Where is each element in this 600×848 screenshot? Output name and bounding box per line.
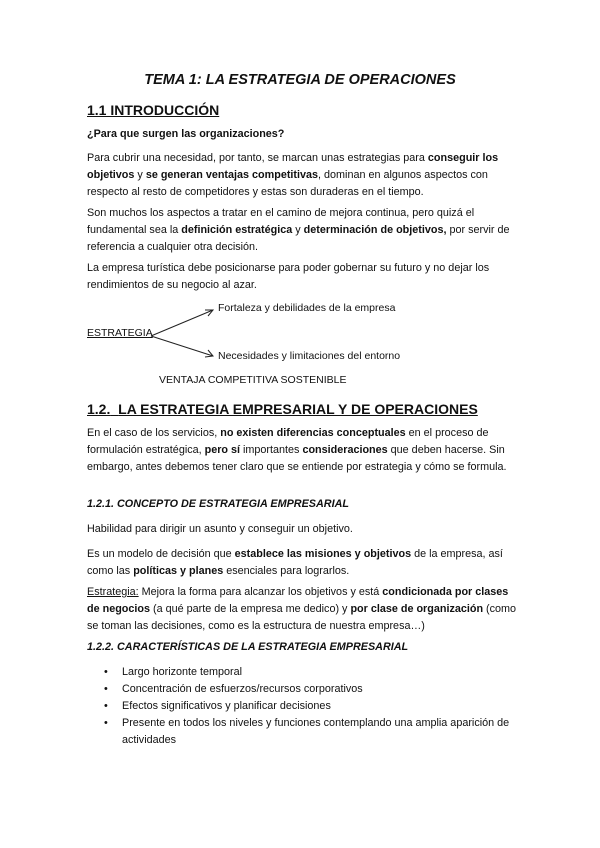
strategy-diagram xyxy=(87,298,517,394)
paragraph-intro-2: Son muchos los aspectos a tratar en el camino de mejora continua, pero quizá el fundamental sea la definición estratégica y determinación de objetivos, por servir de referencia a cualquier otra decisión. xyxy=(87,207,510,253)
paragraph-concepto-2: Es un modelo de decisión que establece las misiones y objetivos de la empresa, así como las políticas y planes esenciales para lograrlos. xyxy=(87,548,503,577)
arrow-down-line xyxy=(151,336,213,356)
diagram-bottom-label: Necesidades y limitaciones del entorno xyxy=(218,350,401,362)
list-item: • Concentración de esfuerzos/recursos corporativos xyxy=(87,681,517,698)
paragraph-concepto-1: Habilidad para dirigir un asunto y conseguir un objetivo. xyxy=(87,523,353,535)
bullet-icon: • xyxy=(104,700,108,712)
bullet-icon: • xyxy=(104,717,108,729)
question-text: ¿Para que surgen las organizaciones? xyxy=(87,128,285,140)
characteristics-list xyxy=(87,664,517,749)
paragraph-section2-1: En el caso de los servicios, no existen diferencias conceptuales en el proceso de formulación estratégica, pero sí importantes consideraciones que deben hacerse. Sin embargo, antes debemos tener claro que se entiende por estrategia y cómo se formula. xyxy=(87,427,507,473)
section-heading-estrategia-empresarial: 1.2. LA ESTRATEGIA EMPRESARIAL Y DE OPERACIONES xyxy=(87,401,478,417)
bullet-icon: • xyxy=(104,666,108,678)
section-heading-introduccion: 1.1 INTRODUCCIÓN xyxy=(87,102,220,118)
diagram-result-label: VENTAJA COMPETITIVA SOSTENIBLE xyxy=(159,374,347,386)
subsection-heading-caracteristicas: 1.2.2. CARACTERÍSTICAS DE LA ESTRATEGIA EMPRESARIAL xyxy=(87,641,409,653)
paragraph-intro-1: Para cubrir una necesidad, por tanto, se marcan unas estrategias para conseguir los objetivos y se generan ventajas competitivas, dominan en algunos aspectos con respecto al resto de competidores y estas son duraderas en el tiempo. xyxy=(87,152,499,198)
subsection-heading-concepto: 1.2.1. CONCEPTO DE ESTRATEGIA EMPRESARIAL xyxy=(87,498,349,510)
arrow-up-line xyxy=(151,310,213,336)
list-item: • Efectos significativos y planificar decisiones xyxy=(87,698,517,715)
diagram-center-label: ESTRATEGIA xyxy=(87,327,153,339)
paragraph-intro-3: La empresa turística debe posicionarse para poder gobernar su futuro y no dejar los rendimientos de su negocio al azar. xyxy=(87,262,490,291)
list-item: • Presente en todos los niveles y funciones contemplando una amplia aparición de actividades xyxy=(104,717,510,746)
document-title: TEMA 1: LA ESTRATEGIA DE OPERACIONES xyxy=(144,72,456,88)
list-item: • Largo horizonte temporal xyxy=(87,664,517,681)
paragraph-concepto-3: Estrategia: Mejora la forma para alcanzar los objetivos y está condicionada por clases de negocios (a qué parte de la empresa me dedico) y por clase de organización (como se toman las decisiones, como es la estructura de nuestra empresa…) xyxy=(87,586,517,632)
diagram-top-label: Fortaleza y debilidades de la empresa xyxy=(218,302,396,314)
bullet-icon: • xyxy=(104,683,108,695)
